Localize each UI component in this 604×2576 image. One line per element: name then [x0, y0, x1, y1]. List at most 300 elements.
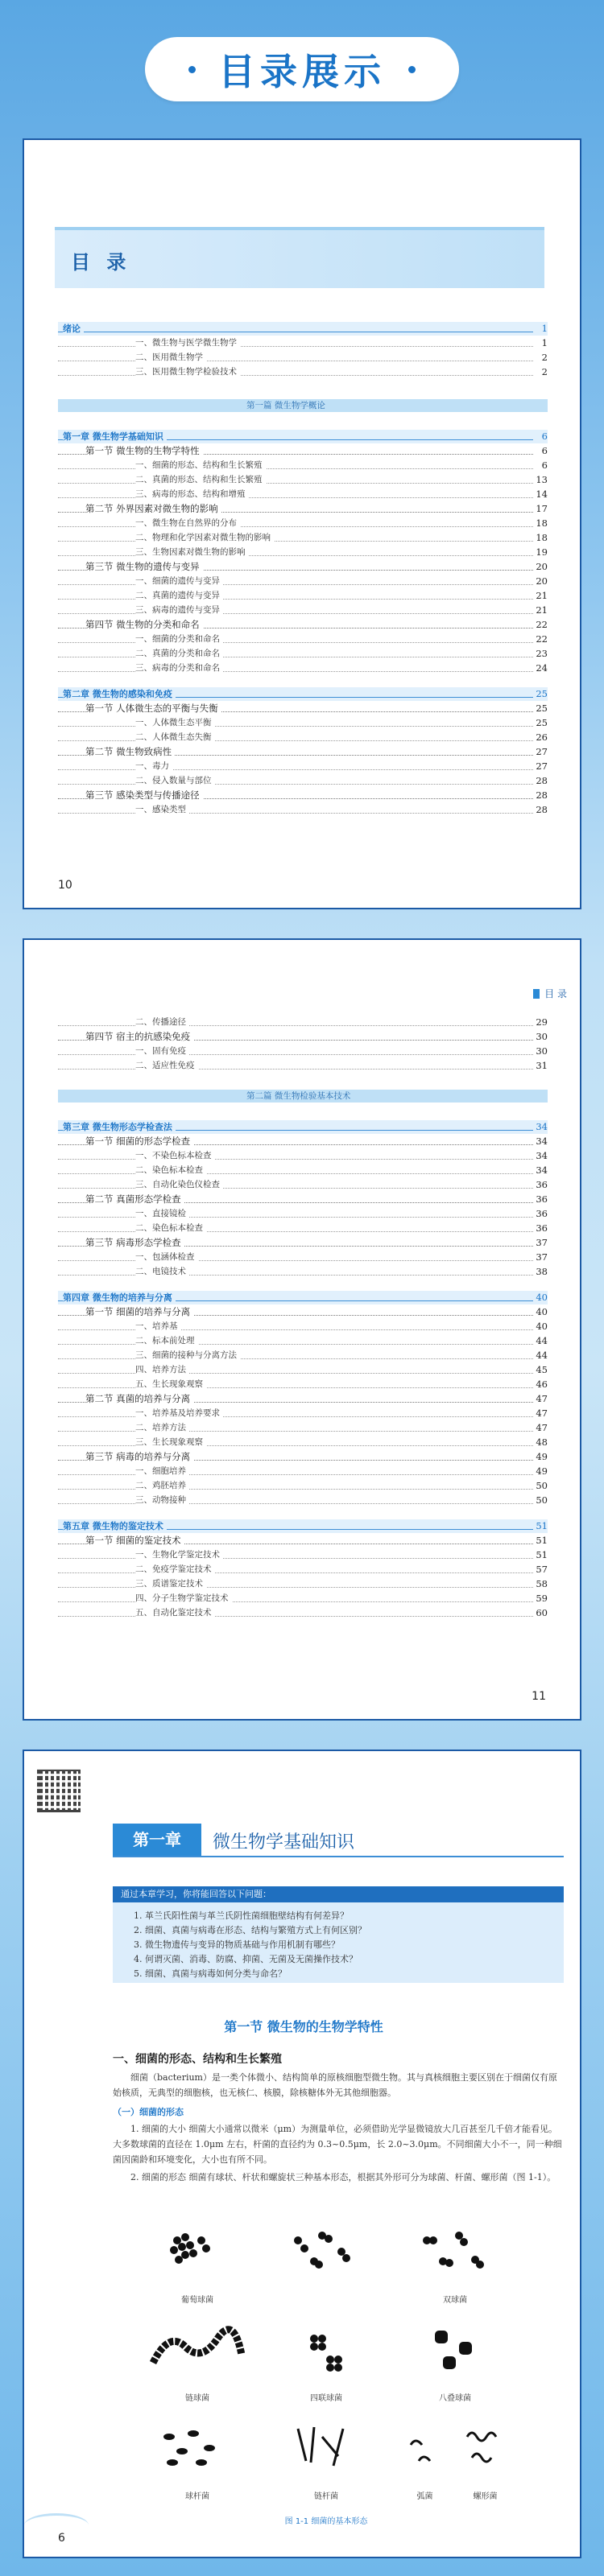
toc-section-row[interactable]: [58, 1236, 548, 1250]
toc-section-row[interactable]: [58, 745, 548, 759]
toc-leader: [58, 1474, 533, 1475]
toc-label: 第一节 细菌的形态学检查: [85, 1135, 193, 1148]
toc-label: 二、免疫学鉴定技术: [135, 1563, 215, 1577]
toc-item-row[interactable]: [58, 365, 548, 379]
header-pill: [145, 37, 459, 101]
toc-page: 38: [536, 1266, 548, 1277]
toc-page: 6: [541, 445, 548, 456]
diplococci-icon: [395, 2216, 515, 2289]
toc-leader: [58, 375, 533, 376]
toc-leader: [58, 1387, 533, 1388]
toc-section-row[interactable]: [58, 1030, 548, 1044]
toc-label: 二、真菌的形态、结构和生长繁殖: [135, 473, 266, 487]
toc-item-row[interactable]: [58, 459, 548, 472]
toc-leader: [58, 1572, 533, 1573]
toc-page: 40: [536, 1292, 548, 1303]
toc-label: 一、细菌的形态、结构和生长繁殖: [135, 459, 266, 472]
toc-page: 14: [536, 488, 548, 500]
figure-label: 四联球菌: [310, 2394, 342, 2403]
figure-cell: [137, 2314, 258, 2403]
toc-label: 四、分子生物学鉴定技术: [135, 1592, 232, 1605]
toc-page: 18: [536, 517, 548, 529]
toc-section-row[interactable]: [58, 618, 548, 632]
toc-item-row[interactable]: [58, 1548, 548, 1562]
toc-label: 一、细胞培养: [135, 1465, 189, 1478]
toc-label: 第一章 微生物学基础知识: [63, 430, 167, 443]
toc-leader: [58, 1445, 533, 1446]
toc-label: 第二节 外界因素对微生物的影响: [85, 502, 221, 516]
toc-page: 59: [536, 1593, 548, 1604]
toc-part-title: 第二篇 微生物检验基本技术: [243, 1090, 354, 1103]
toc-leader: [58, 1616, 533, 1617]
toc-label: 第三节 病毒形态学检查: [85, 1236, 184, 1250]
toc-item-row[interactable]: [58, 760, 548, 773]
toc-label: 一、不染色标本检查: [135, 1149, 215, 1163]
toc-label: 第二节 真菌形态学检查: [85, 1193, 184, 1206]
toc-page: 22: [536, 633, 548, 645]
toc-label: 二、标本前处理: [135, 1334, 198, 1348]
toc-page: 21: [536, 590, 548, 601]
toc-page: 20: [536, 575, 548, 587]
toc-item-row[interactable]: [58, 1045, 548, 1058]
toc-page: 28: [536, 775, 548, 786]
cocci-cluster-icon: [137, 2216, 258, 2289]
toc-item-row[interactable]: [58, 1222, 548, 1235]
toc-label: 一、培养基: [135, 1320, 181, 1333]
toc-leader: [58, 497, 533, 498]
toc-label: 二、适应性免疫: [135, 1059, 198, 1073]
toc-item-row[interactable]: [58, 1436, 548, 1449]
toc-corner-label: 目 录: [544, 988, 567, 999]
toc-chapter-row[interactable]: [58, 430, 548, 443]
figure-label: 球杆菌: [185, 2492, 209, 2501]
toc-item-row[interactable]: [58, 1563, 548, 1577]
toc-page: 50: [536, 1480, 548, 1491]
chapter-name: 微生物学基础知识: [213, 1832, 355, 1853]
toc-item-row[interactable]: [58, 1606, 548, 1620]
toc-label: 第三节 感染类型与传播途径: [85, 789, 203, 802]
toc-label: 第四章 微生物的培养与分离: [63, 1291, 176, 1304]
toc-page: 36: [536, 1222, 548, 1234]
toc-page: 49: [536, 1465, 548, 1477]
toc-section-row[interactable]: [58, 560, 548, 574]
toc-label: 三、细菌的接种与分离方法: [135, 1349, 240, 1362]
toc-page: 47: [536, 1408, 548, 1419]
figure-label: 螺形菌: [473, 2492, 498, 2501]
toc-leader: [58, 1587, 533, 1588]
tetrad-icon: [266, 2314, 387, 2387]
toc-item-row[interactable]: [58, 647, 548, 661]
toc-page: 13: [536, 474, 548, 485]
toc-item-row[interactable]: [58, 1178, 548, 1192]
toc-label: 三、病毒的分类和命名: [135, 662, 223, 675]
toc-label: 一、感染类型: [135, 803, 189, 817]
toc-leader: [58, 1069, 533, 1070]
toc-label: 二、培养方法: [135, 1421, 189, 1435]
dot-right-icon: [408, 66, 416, 73]
toc-item-row[interactable]: [58, 1378, 548, 1391]
figure-label: 葡萄球菌: [181, 2296, 213, 2305]
toc-page: 30: [536, 1045, 548, 1057]
toc-leader: [58, 526, 533, 527]
toc-label: 第三节 病毒的培养与分离: [85, 1450, 193, 1464]
goal-question: 1. 革兰氏阳性菌与革兰氏阴性菌细胞壁结构有何差异？: [134, 1910, 349, 1921]
toc-page: 17: [536, 503, 548, 514]
toc-page: 60: [536, 1607, 548, 1618]
header: [0, 0, 604, 121]
toc-label: 第三章 微生物形态学检查法: [63, 1120, 176, 1134]
toc-page: 57: [536, 1564, 548, 1575]
toc-page: 36: [536, 1208, 548, 1219]
toc-label: 三、自动化染色仪检查: [135, 1178, 223, 1192]
goal-question: 2. 细菌、真菌与病毒在形态、结构与繁殖方式上有何区别？: [134, 1925, 366, 1935]
toc-leader: [58, 784, 533, 785]
toc-page: 20: [536, 561, 548, 572]
toc-section-row[interactable]: [58, 444, 548, 458]
toc-item-row[interactable]: [58, 604, 548, 617]
toc-label: 第二章 微生物的感染和免疫: [63, 687, 176, 701]
toc-label: 第四节 宿主的抗感染免疫: [85, 1030, 193, 1044]
toc-item-row[interactable]: [58, 1251, 548, 1264]
toc-page: 50: [536, 1494, 548, 1506]
subsection-title: 一、细菌的形态、结构和生长繁殖: [113, 2053, 282, 2066]
sarcina-icon: [395, 2314, 515, 2387]
toc-label: 三、病毒的形态、结构和增殖: [135, 488, 249, 501]
toc-page: 48: [536, 1436, 548, 1448]
toc-label: 一、固有免疫: [135, 1045, 189, 1058]
toc-page: 25: [536, 688, 548, 699]
toc-label: 三、动物接种: [135, 1494, 189, 1507]
toc-item-row[interactable]: [58, 1320, 548, 1333]
toc-label: 一、培养基及培养要求: [135, 1407, 223, 1420]
toc-item-row[interactable]: [58, 716, 548, 730]
toc-item-row[interactable]: [58, 336, 548, 350]
toc-leader: [58, 555, 533, 556]
toc-leader: [58, 740, 533, 741]
toc-chapter-row[interactable]: [58, 1291, 548, 1304]
toc-item-row[interactable]: [58, 1349, 548, 1362]
toc-label: 第三节 微生物的遗传与变异: [85, 560, 203, 574]
toc-item-row[interactable]: [58, 633, 548, 646]
toc-item-row[interactable]: [58, 731, 548, 744]
toc-leader: [58, 1489, 533, 1490]
toc-leader: [58, 613, 533, 614]
toc-page: 34: [536, 1121, 548, 1132]
learning-goals-box: [113, 1886, 564, 1983]
bacteria-figure: [137, 2186, 515, 2532]
toc-label: 二、真菌的分类和命名: [135, 647, 223, 661]
figure-cell: [395, 2216, 515, 2305]
dot-left-icon: [188, 66, 196, 73]
figure-label: 八叠球菌: [439, 2394, 471, 2403]
toc-page-1: [23, 138, 581, 909]
toc-page: 58: [536, 1578, 548, 1589]
toc-item-row[interactable]: [58, 1164, 548, 1177]
toc-label: 第一节 人体微生态的平衡与失衡: [85, 702, 221, 715]
toc-leader: [58, 726, 533, 727]
toc-page: 30: [536, 1031, 548, 1042]
toc-label: 一、细菌的分类和命名: [135, 633, 223, 646]
toc-page: 37: [536, 1251, 548, 1263]
toc-item-row[interactable]: [58, 517, 548, 530]
toc-page: 25: [536, 717, 548, 728]
goal-question: 3. 微生物遗传与变异的物质基础与作用机制有哪些？: [134, 1939, 340, 1950]
toc-page: 28: [536, 804, 548, 815]
toc-item-row[interactable]: [58, 488, 548, 501]
toc-heading: 目 录: [71, 251, 131, 274]
toc-label: 三、医用微生物学检验技术: [135, 365, 240, 379]
toc-item-row[interactable]: [58, 589, 548, 603]
toc-label: 三、质谱鉴定技术: [135, 1577, 206, 1591]
toc-label: 第一节 微生物的生物学特性: [85, 444, 203, 458]
toc-label: 三、生长现象观察: [135, 1436, 206, 1449]
toc-label: 一、包涵体检查: [135, 1251, 198, 1264]
intro-paragraph: 细菌（bacterium）是一类个体微小、结构简单的原核细胞型微生物。其与真核细胞主要区别在于细菌仅有原始核质，无典型的细胞核，也无核仁、核膜，除核糖体外无其他细胞器。: [113, 2072, 557, 2098]
toc-page: 51: [536, 1535, 548, 1546]
toc-page: 46: [536, 1379, 548, 1390]
toc-section-row[interactable]: [58, 1135, 548, 1148]
figure-cell: [266, 2216, 387, 2305]
toc-section-row[interactable]: [58, 702, 548, 715]
toc-page: 36: [536, 1193, 548, 1205]
toc-label: 第四节 微生物的分类和命名: [85, 618, 203, 632]
toc-page: 18: [536, 532, 548, 543]
toc-label: 五、生长现象观察: [135, 1378, 206, 1391]
toc-label: 二、人体微生态失衡: [135, 731, 215, 744]
toc-corner-tag: [533, 987, 567, 1000]
toc-item-row[interactable]: [58, 473, 548, 487]
toc-label: 绪论: [63, 322, 84, 336]
toc-item-row[interactable]: [58, 803, 548, 817]
toc-leader: [58, 483, 533, 484]
toc-leader: [58, 1260, 533, 1261]
toc-label: 二、染色标本检查: [135, 1164, 206, 1177]
toc-page: 27: [536, 746, 548, 757]
figure-label: 链球菌: [185, 2394, 209, 2403]
toc-leader: [58, 1431, 533, 1432]
chapter-tag: 第一章: [113, 1824, 201, 1856]
toc-leader: [58, 1054, 533, 1055]
toc-item-row[interactable]: [58, 1592, 548, 1605]
toc-label: 第一节 细菌的培养与分离: [85, 1305, 193, 1319]
toc-item-row[interactable]: [58, 1479, 548, 1493]
toc-page: 36: [536, 1179, 548, 1190]
toc-leader: [58, 541, 533, 542]
toc-item-row[interactable]: [58, 774, 548, 788]
toc-label: 一、细菌的遗传与变异: [135, 575, 223, 588]
toc-label: 二、真菌的遗传与变异: [135, 589, 223, 603]
toc-leader: [58, 1558, 533, 1559]
figure-cell: [266, 2314, 387, 2403]
toc-page: 25: [536, 703, 548, 714]
toc-label: 三、病毒的遗传与变异: [135, 604, 223, 617]
toc-leader: [58, 599, 533, 600]
figure-cell: [266, 2413, 387, 2501]
toc-page: 23: [536, 648, 548, 659]
toc-page: 44: [536, 1335, 548, 1346]
decorative-swoosh: [24, 2513, 89, 2537]
toc-page: 2: [541, 352, 548, 363]
toc-item-row[interactable]: [58, 546, 548, 559]
toc-leader: [58, 1358, 533, 1359]
toc-section-row[interactable]: [58, 1392, 548, 1406]
toc-item-row[interactable]: [58, 1577, 548, 1591]
figure-label: 双球菌: [443, 2296, 467, 2305]
toc-label: 一、人体微生态平衡: [135, 716, 215, 730]
toc-item-row[interactable]: [58, 575, 548, 588]
toc-page: 21: [536, 604, 548, 616]
toc-label: 第五章 微生物的鉴定技术: [63, 1519, 167, 1533]
toc-page: 40: [536, 1321, 548, 1332]
toc-banner: [55, 227, 544, 288]
toc-section-row[interactable]: [58, 502, 548, 516]
toc-label: 第一节 细菌的鉴定技术: [85, 1534, 184, 1548]
toc-leader: [58, 1601, 533, 1602]
toc-leader: [58, 584, 533, 585]
toc-leader: [58, 1344, 533, 1345]
toc-chapter-row[interactable]: [58, 1519, 548, 1533]
toc-leader: [58, 1025, 533, 1026]
toc-item-row[interactable]: [58, 1265, 548, 1279]
toc-label: 一、直接镜检: [135, 1207, 189, 1221]
toc-page: 47: [536, 1422, 548, 1433]
toc-page: 34: [536, 1136, 548, 1147]
toc-page: 45: [536, 1364, 548, 1375]
toc-label: 二、鸡胚培养: [135, 1479, 189, 1493]
toc-chapter-row[interactable]: [58, 1120, 548, 1134]
toc-section-row[interactable]: [58, 1534, 548, 1548]
page-number: 10: [58, 879, 72, 892]
toc-item-row[interactable]: [58, 531, 548, 545]
toc-leader: [58, 1188, 533, 1189]
page-number: 11: [532, 1690, 546, 1703]
toc-item-row[interactable]: [58, 1059, 548, 1073]
toc-page: 27: [536, 760, 548, 772]
toc-item-row[interactable]: [58, 351, 548, 365]
section-title: 第一节 微生物的生物学特性: [224, 2019, 383, 2034]
subsubsection-title: （一）细菌的形态: [113, 2107, 184, 2117]
toc-page: 1: [541, 337, 548, 348]
toc-leader: [58, 1373, 533, 1374]
toc-section-row[interactable]: [58, 1450, 548, 1464]
toc-item-row[interactable]: [58, 1421, 548, 1435]
toc-page: 49: [536, 1451, 548, 1462]
toc-leader: [58, 642, 533, 643]
toc-leader: [58, 1217, 533, 1218]
toc-item-row[interactable]: [58, 1149, 548, 1163]
figure-cell: [137, 2216, 258, 2305]
toc-page: 2: [541, 366, 548, 377]
toc-item-row[interactable]: [58, 1407, 548, 1420]
toc-item-row[interactable]: [58, 1465, 548, 1478]
toc-leader: [58, 813, 533, 814]
toc-leader: [58, 1173, 533, 1174]
figure-caption: 图 1-1 细菌的基本形态: [284, 2517, 368, 2526]
toc-leader: [58, 468, 533, 469]
toc-leader: [58, 1329, 533, 1330]
toc-page: 34: [536, 1164, 548, 1176]
goal-question: 5. 细菌、真菌与病毒如何分类与命名？: [134, 1968, 287, 1979]
toc-section-row[interactable]: [58, 1305, 548, 1319]
toc-label: 二、侵入数量与部位: [135, 774, 215, 788]
toc-label: 二、电镜技术: [135, 1265, 189, 1279]
header-title: 目录展示: [218, 50, 386, 93]
figure-cell: [395, 2314, 515, 2403]
toc-item-row[interactable]: [58, 1494, 548, 1507]
toc-page: 19: [536, 546, 548, 558]
toc-page: 1: [541, 323, 548, 334]
toc-item-row[interactable]: [58, 1334, 548, 1348]
toc-section-row[interactable]: [58, 789, 548, 802]
toc-page: 28: [536, 789, 548, 801]
toc-chapter-row[interactable]: [58, 322, 548, 336]
toc-part-band: [58, 1090, 548, 1103]
toc-page: 6: [541, 431, 548, 442]
toc-page: 44: [536, 1350, 548, 1361]
toc-label: 四、培养方法: [135, 1363, 189, 1377]
toc-page: 22: [536, 619, 548, 630]
cocci-pair-icon: [266, 2216, 387, 2289]
toc-item-row[interactable]: [58, 1363, 548, 1377]
toc-leader: [58, 671, 533, 672]
size-paragraph: 1. 细菌的大小 细菌大小通常以微米（μm）为测量单位，必须借助光学显微镜放大几百甚至几千倍才能看见。大多数球菌的直径在 1.0μm 左右，杆菌的直径约为 0.3~0.5μm，长 2.0~3.0μm。不同细菌大小不一，同一种细菌因菌龄和环境变化，大小也有所不同。: [113, 2124, 562, 2165]
toc-label: 一、微生物与医学微生物学: [135, 336, 240, 350]
shape-paragraph: 2. 细菌的形态 细菌有球状、杆状和螺旋状三种基本形态，根据其外形可分为球菌、杆菌、螺形菌（图 1-1）。: [130, 2172, 556, 2182]
toc-label: 一、生物化学鉴定技术: [135, 1548, 223, 1562]
goal-question: 4. 何谓灭菌、消毒、防腐、抑菌、无菌及无菌操作技术？: [134, 1954, 358, 1964]
chapter-bar: [113, 1824, 564, 1857]
learning-goals-heading: 通过本章学习，你将能回答以下问题：: [113, 1886, 564, 1902]
toc-chapter-row[interactable]: [58, 687, 548, 701]
toc-label: 一、毒力: [135, 760, 172, 773]
toc-label: 五、自动化鉴定技术: [135, 1606, 215, 1620]
toc-page: 6: [541, 460, 548, 471]
toc-leader: [58, 1231, 533, 1232]
toc-page: 37: [536, 1237, 548, 1248]
toc-leader: [58, 1159, 533, 1160]
toc-leader: [58, 1503, 533, 1504]
vibrio-spirillum-icon: [395, 2413, 515, 2485]
toc-section-row[interactable]: [58, 1193, 548, 1206]
toc-label: 第二节 微生物致病性: [85, 745, 175, 759]
qr-code-pattern: [37, 1769, 81, 1812]
toc-part-band: [58, 399, 548, 412]
toc-page: 51: [536, 1549, 548, 1560]
toc-label: 二、染色标本检查: [135, 1222, 206, 1235]
toc-label: 二、医用微生物学: [135, 351, 206, 365]
toc-label: 三、生物因素对微生物的影响: [135, 546, 249, 559]
streptobacilli-icon: [266, 2413, 387, 2485]
toc-label: 二、物理和化学因素对微生物的影响: [135, 531, 274, 545]
toc-item-row[interactable]: [58, 662, 548, 675]
toc-part-title: 第一篇 微生物学概论: [243, 399, 329, 412]
content-page: [23, 1750, 581, 2558]
toc-page: 51: [536, 1520, 548, 1531]
toc-page: 26: [536, 732, 548, 743]
toc-item-row[interactable]: [58, 1207, 548, 1221]
toc-item-row[interactable]: [58, 1016, 548, 1029]
figure-label: 链杆菌: [314, 2492, 338, 2501]
toc-leader: [58, 769, 533, 770]
toc-leader: [58, 1416, 533, 1417]
page-number: 6: [58, 2532, 65, 2545]
figure-label: 弧菌: [416, 2492, 433, 2501]
toc-page: 24: [536, 662, 548, 674]
toc-page: 29: [536, 1016, 548, 1028]
toc-page: 31: [536, 1060, 548, 1071]
streptococci-icon: [137, 2314, 258, 2387]
toc-page: 40: [536, 1306, 548, 1317]
